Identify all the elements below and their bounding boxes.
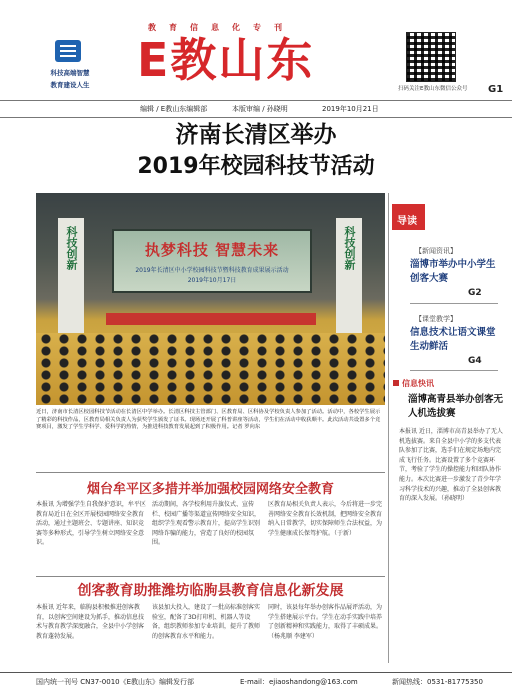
masthead (0, 0, 512, 98)
masthead-title: E教山东 (137, 33, 315, 87)
footer-email[interactable]: E-mail：ejiaoshandong@163.com (240, 678, 358, 686)
footer (0, 672, 512, 689)
news-square-icon (393, 380, 399, 386)
screen-title: 执梦科技 智慧未来 (144, 241, 280, 259)
footer-hotline: 新闻热线：0531-81775350 (392, 678, 483, 686)
guide-label: 导读 (397, 216, 417, 227)
footer-publication: 国内统一刊号 CN37-0010《E教山东》编辑发行部 (36, 678, 195, 686)
slogan-line-1: 科技高端智慧 (50, 69, 90, 77)
article-column: 区教育局相关负责人表示，今后将进一步完善网络安全教育长效机制，把网络安全教育纳入日常教学，切实保障师生合法权益，为学生健康成长保驾护航。（于新） (268, 501, 383, 537)
news-headline: 淄博高青县举办创客无人机选拔赛 (408, 394, 504, 419)
sidebar-item-page: G2 (468, 288, 482, 298)
banner-left-text: 科技创新 (65, 226, 78, 270)
headline-line-1: 济南长清区举办 (175, 122, 337, 148)
banner-left (58, 218, 84, 338)
article-title: 烟台牟平区多措并举加强校园网络安全教育 (86, 482, 334, 497)
stage-table (106, 313, 316, 325)
qr-code-icon (406, 32, 456, 82)
section-rule (36, 472, 385, 473)
headline-line-2: 2019年校园科技节活动 (137, 154, 375, 179)
article-title: 创客教育助推潍坊临朐县教育信息化新发展 (77, 583, 344, 599)
sidebar-item-label: 【课堂教学】 (415, 315, 457, 323)
audience (36, 333, 385, 405)
sidebar-item-title[interactable]: 信息技术让语文课堂生动鲜活 (410, 327, 496, 352)
article-column: 本报讯 为增强学生自我保护意识，牟平区教育局近日在全区开展校园网络安全教育活动，通过主题班会、专题讲座、知识竞赛等多种形式，引导学生树立网络安全意识。 (36, 501, 146, 547)
sidebar-item-title[interactable]: 淄博市举办中小学生创客大赛 (410, 259, 496, 284)
article-column: 同时，该县每年举办创客作品展评活动，为学生搭建展示平台。学生在动手实践中培养了创新精神和实践能力，取得了丰硕成果。（杨兆顺 李建军） (268, 604, 383, 640)
info-bar (0, 100, 512, 118)
sidebar-divider (388, 193, 389, 663)
section-rule (36, 576, 385, 577)
issue-date: 2019年10月21日 (322, 105, 379, 113)
masthead-top-label: 教育信息化专刊 (148, 23, 295, 32)
banner-right-text: 科技创新 (343, 226, 356, 270)
event-photo (36, 193, 385, 405)
slogan-line-2: 教育建设人生 (50, 81, 90, 89)
screen-subtitle: 2019年长清区中小学校园科技节暨科技教育成果展示活动 (135, 267, 289, 274)
sidebar-item-page: G4 (468, 356, 482, 366)
banner-right (336, 218, 362, 338)
article-column: 本报讯 近年来，临朐县积极推进创客教育，以创客空间建设为抓手，推动信息技术与教育教学深度融合，全县中小学创客教育蓬勃发展。 (36, 604, 145, 640)
sidebar-divider-line (410, 370, 498, 371)
qr-caption: 扫码关注E教山东微信公众号 (398, 86, 468, 92)
publication-logo-icon (55, 40, 81, 62)
sidebar-divider-line (410, 303, 498, 304)
page-code: G1 (488, 84, 504, 95)
photo-caption: 近日，济南市长清区校园科技节活动在长清区中学举办。长清区科技主管部门、区教育局、区科协及学校负责人参加了活动。活动中，各校学生展示了精彩的科技作品，区教育局相关负责人为获奖学生颁发了证书。现场还开展了科普讲座等活动，学生们在活动中收获颇丰。此次活动共设置多个竞赛项目，激发了学生学科学、爱科学的热情，为推进科技教育发展起到了积极作用。记者 罗向东 (36, 409, 381, 431)
news-section-label: 信息快讯 (402, 379, 434, 388)
news-body: 本报讯 近日，淄博市高青县举办了无人机选拔赛。来自全县中小学的多支代表队参加了比赛，选手们在规定场地内完成飞行任务。比赛设置了多个竞赛环节，考验了学生的操控能力和团队协作能力。本次比赛进一步激发了青少年学习科学技术的兴趣，推动了全县创客教育的深入发展。（孙晓明） (399, 428, 503, 503)
editor-credit: 编辑 / E教山东编辑部 (140, 105, 208, 113)
reporter-credit: 本版审编 / 孙晓明 (232, 105, 288, 113)
sidebar-item-label: 【新闻资讯】 (415, 247, 457, 255)
screen-date: 2019年10月17日 (187, 277, 237, 284)
article-column: 活动期间，各学校利用升旗仪式、宣传栏、校园广播等渠道宣传网络安全知识，组织学生观看警示教育片，提高学生识别网络诈骗的能力，营造了良好的校园氛围。 (152, 501, 261, 547)
stage-screen (112, 229, 312, 293)
article-column: 该县加大投入，建设了一批高标准创客实验室，配备了3D打印机、机器人等设备，组织教师参加专业培训，提升了教师的创客教育水平和能力。 (152, 604, 261, 640)
